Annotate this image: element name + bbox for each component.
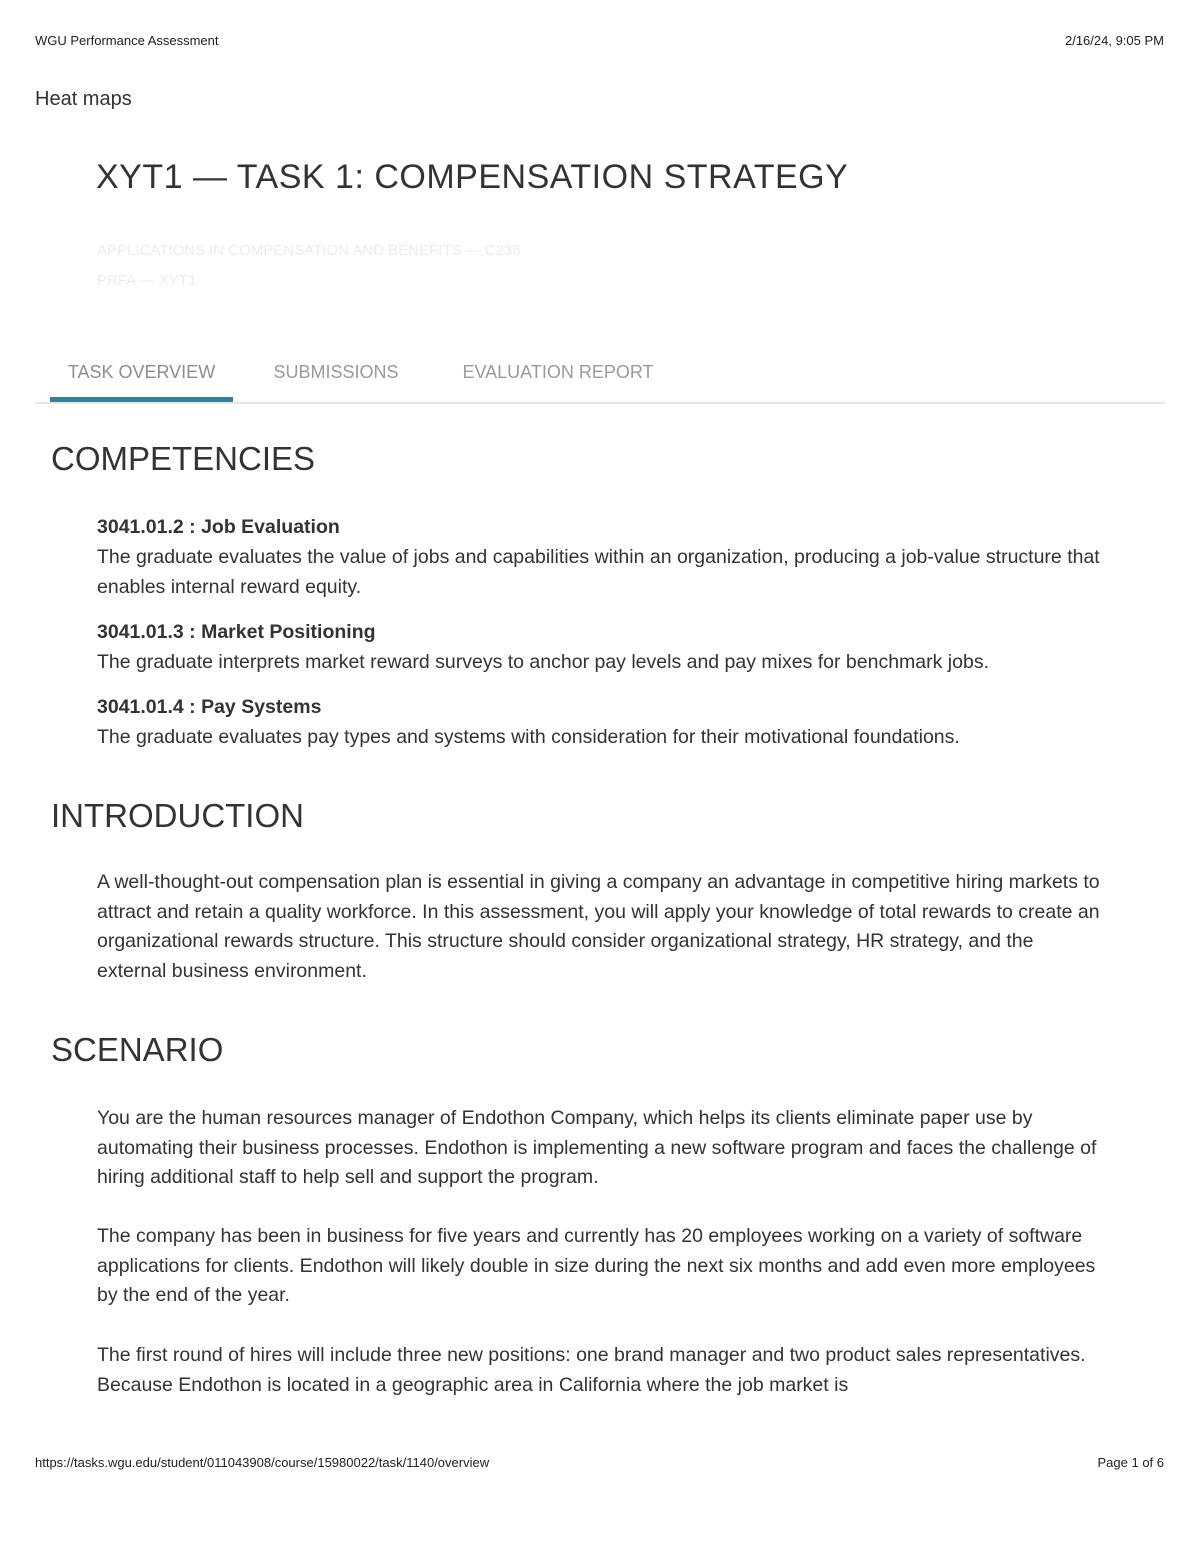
print-header-timestamp: 2/16/24, 9:05 PM [1064, 33, 1164, 48]
tab-bar [35, 350, 1165, 404]
page-number: Page 1 of 6 [1097, 1455, 1164, 1470]
print-header-title: WGU Performance Assessment [35, 33, 219, 48]
competency-item [97, 617, 1107, 677]
page-url: https://tasks.wgu.edu/student/011043908/course/15980022/task/1140/overview [35, 1455, 490, 1470]
competency-description: The graduate interprets market reward surveys to anchor pay levels and pay mixes for benchmark jobs. [97, 651, 990, 673]
print-footer [35, 1455, 1164, 1470]
scenario-heading: SCENARIO [51, 1031, 224, 1068]
competency-item [97, 512, 1107, 602]
competency-description: The graduate evaluates pay types and systems with consideration for their motivational foundations. [97, 726, 960, 748]
assessment-code: PRFA — XYT1 [97, 272, 197, 289]
competency-code: 3041.01.2 : Job Evaluation [97, 516, 340, 538]
introduction-text: A well-thought-out compensation plan is essential in giving a company an advantage in competitive hiring markets to attract and retain a quality workforce. In this assessment, you will apply your knowledge of total rewards to create an organizational rewards structure. This structure should consider organizational strategy, HR strategy, and the external business environment. [97, 871, 1100, 982]
tab-task-overview[interactable]: TASK OVERVIEW [50, 350, 233, 402]
introduction-heading: INTRODUCTION [51, 797, 304, 834]
competency-description: The graduate evaluates the value of jobs and capabilities within an organization, producing a job-value structure that enables internal reward equity. [97, 546, 1100, 598]
scenario-paragraph: You are the human resources manager of Endothon Company, which helps its clients eliminate paper use by automating their business processes. Endothon is implementing a new software program and faces the challenge of hiring additional staff to help sell and support the program. [97, 1107, 1097, 1188]
scenario-paragraph: The company has been in business for five years and currently has 20 employees working on a variety of software applications for clients. Endothon will likely double in size during the next six months and add even more employees by the end of the year. [97, 1225, 1096, 1306]
competency-code: 3041.01.3 : Market Positioning [97, 621, 376, 643]
tab-evaluation-report[interactable]: EVALUATION REPORT [462, 362, 654, 382]
competency-code: 3041.01.4 : Pay Systems [97, 696, 322, 718]
heat-maps-label[interactable]: Heat maps [35, 88, 132, 110]
scenario-paragraph: The first round of hires will include three new positions: one brand manager and two product sales representatives. Because Endothon is located in a geographic area in California where the job market is [97, 1344, 1086, 1396]
tab-submissions[interactable]: SUBMISSIONS [273, 362, 399, 382]
page-title: XYT1 — TASK 1: COMPENSATION STRATEGY [96, 158, 849, 196]
course-subtitle: APPLICATIONS IN COMPENSATION AND BENEFITS — C236 [97, 242, 521, 259]
print-header [35, 33, 1164, 48]
competencies-heading: COMPETENCIES [51, 440, 316, 477]
competency-item [97, 692, 1107, 752]
